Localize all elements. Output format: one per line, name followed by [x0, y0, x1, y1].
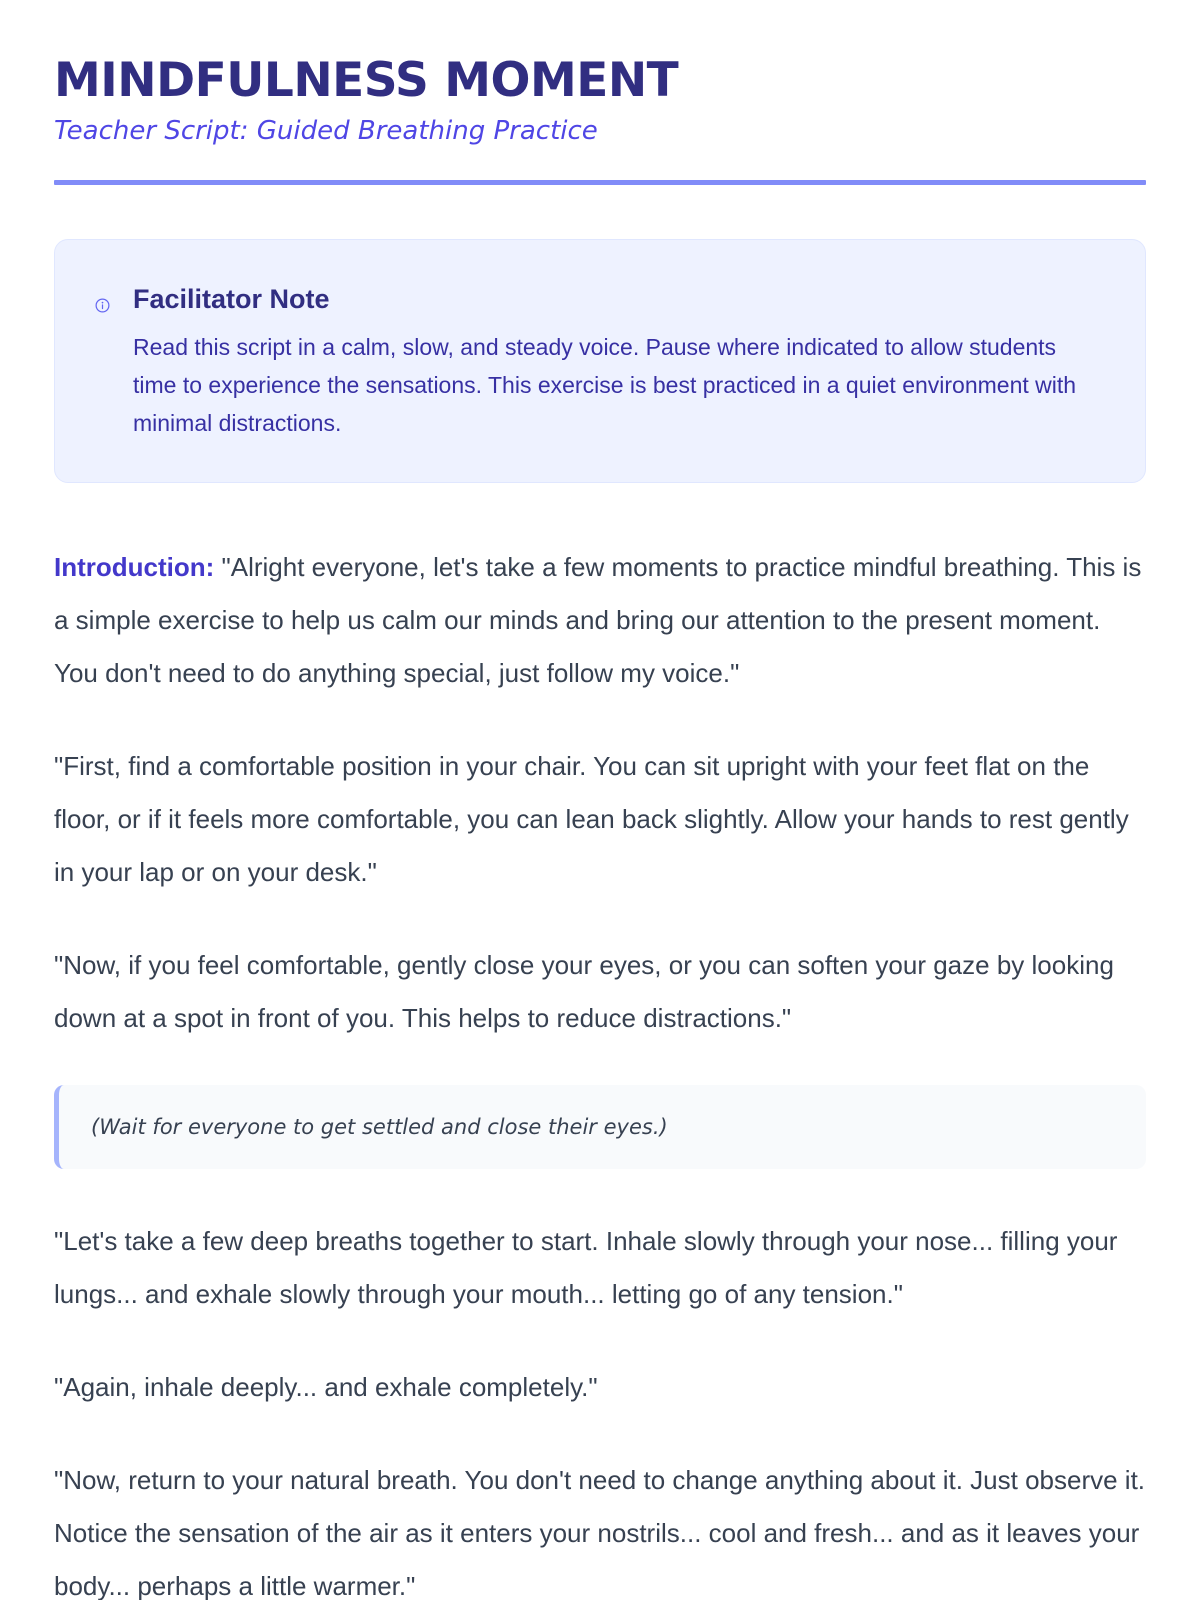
facilitator-note-body: Read this script in a calm, slow, and steady voice. Pause where indicated to allow students time to experience the sensations. This exercise is best practiced in a quiet environment with minimal distractions.: [133, 334, 1077, 436]
natural-breath-paragraph: "Now, return to your natural breath. You don't need to change anything about it. Just observe it. Notice the sensation of the air as it enters your nostrils... cool and fresh... and as it leaves your body... perhaps a little warmer.": [54, 1465, 1146, 1600]
again-paragraph: "Again, inhale deeply... and exhale completely.": [54, 1372, 598, 1402]
introduction-text: "Alright everyone, let's take a few moments to practice mindful breathing. This is a simple exercise to help us calm our minds and bring our attention to the present moment. You don't need to do anything special, just follow my voice.": [54, 552, 1142, 688]
deep-breaths-paragraph: "Let's take a few deep breaths together to start. Inhale slowly through your nose... filling your lungs... and exhale slowly through your mouth... letting go of any tension.": [54, 1226, 1118, 1309]
page-header: [54, 0, 1146, 185]
introduction-paragraph: [54, 541, 1146, 700]
eyes-paragraph: "Now, if you feel comfortable, gently close your eyes, or you can soften your gaze by looking down at a spot in front of you. This helps to reduce distractions.": [54, 950, 1114, 1033]
info-icon: [95, 298, 110, 313]
facilitator-note-heading: Facilitator Note: [133, 284, 330, 314]
page-title: MINDFULNESS MOMENT: [54, 53, 679, 108]
stage-direction-callout: (Wait for everyone to get settled and close their eyes.): [54, 1085, 1146, 1169]
facilitator-note-callout: [54, 239, 1146, 483]
page-subtitle: Teacher Script: Guided Breathing Practice: [54, 116, 598, 146]
script-content: [54, 541, 1146, 1600]
header-divider: [54, 180, 1146, 185]
introduction-label: Introduction:: [54, 552, 215, 582]
position-paragraph: "First, find a comfortable position in your chair. You can sit upright with your feet flat on the floor, or if it feels more comfortable, you can lean back slightly. Allow your hands to rest gently in your lap or on your desk.": [54, 751, 1129, 887]
